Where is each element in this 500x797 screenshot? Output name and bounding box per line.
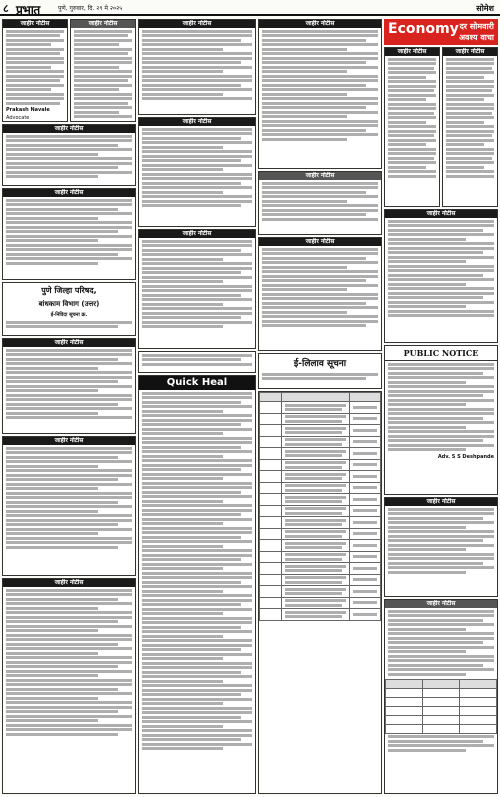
notice-title: जाहीर नोटीस bbox=[3, 189, 135, 197]
notice-block bbox=[258, 171, 382, 235]
notice-block bbox=[2, 578, 136, 794]
notice-block bbox=[2, 124, 136, 186]
property-table bbox=[385, 679, 497, 734]
notice-block bbox=[2, 338, 136, 434]
notice-block bbox=[138, 117, 256, 227]
notice-block bbox=[138, 351, 256, 373]
notice-title: जाहीर नोटीस bbox=[385, 600, 497, 608]
newspaper-logo: प्रभात bbox=[16, 3, 40, 17]
notice-block bbox=[70, 19, 136, 122]
notice-block bbox=[2, 436, 136, 576]
notice-title: जाहीर नोटीस bbox=[3, 20, 67, 28]
notice-block bbox=[384, 599, 498, 794]
tender-block bbox=[2, 282, 136, 336]
notice-title: जाहीर नोटीस bbox=[259, 172, 381, 180]
notice-block bbox=[384, 47, 440, 207]
notice-title: जाहीर नोटीस bbox=[385, 498, 497, 506]
auction-table-block bbox=[258, 391, 382, 794]
notice-block bbox=[384, 497, 498, 597]
lawyer-role: Advocate bbox=[6, 115, 30, 121]
lawyer-name: Prakash Navale bbox=[6, 107, 50, 113]
advocate-name: Adv. S S Deshpande bbox=[437, 453, 494, 460]
page-header bbox=[0, 0, 500, 16]
notice-block bbox=[442, 47, 498, 207]
notice-title: जाहीर नोटीस bbox=[3, 125, 135, 133]
notice-block bbox=[258, 237, 382, 351]
notice-title: जाहीर नोटीस bbox=[139, 118, 255, 126]
eauction-title: ई-लिलाव सूचना bbox=[293, 359, 347, 369]
tender-notice: ई-निविदा सूचना क्र. bbox=[50, 312, 88, 318]
quick-heal-notice bbox=[138, 375, 256, 794]
eauction-header bbox=[258, 353, 382, 389]
notice-block bbox=[258, 19, 382, 169]
section-title: सोमेश bbox=[476, 4, 494, 13]
economy-title: Economy bbox=[388, 21, 459, 37]
economy-banner bbox=[384, 19, 498, 45]
quick-heal-logo: Quick Heal bbox=[139, 376, 255, 390]
economy-tagline-2: अवश्य वाचा bbox=[458, 33, 494, 42]
notice-block bbox=[384, 209, 498, 343]
notice-title: जाहीर नोटीस bbox=[385, 48, 439, 56]
notice-title: जाहीर नोटीस bbox=[443, 48, 497, 56]
notice-title: जाहीर नोटीस bbox=[3, 579, 135, 587]
notice-title: जाहीर नोटीस bbox=[71, 20, 135, 28]
economy-tagline-1: दर सोमवारी bbox=[459, 22, 494, 31]
notice-block bbox=[138, 229, 256, 349]
public-notice-block bbox=[384, 345, 498, 495]
date-line: पुणे, गुरुवार, दि. २९ मे २०२५ bbox=[58, 5, 123, 12]
notice-block bbox=[2, 19, 68, 122]
public-notice-title: PUBLIC NOTICE bbox=[385, 346, 497, 361]
notice-title: जाहीर नोटीस bbox=[385, 210, 497, 218]
tender-subtitle: बांधकाम विभाग (उत्तर) bbox=[38, 300, 100, 308]
tender-title: पुणे जिल्हा परिषद, bbox=[41, 286, 97, 295]
notice-title: जाहीर नोटीस bbox=[259, 20, 381, 28]
notice-title: जाहीर नोटीस bbox=[3, 437, 135, 445]
auction-table bbox=[259, 392, 381, 621]
notice-block bbox=[138, 19, 256, 115]
notice-title: जाहीर नोटीस bbox=[3, 339, 135, 347]
notice-title: जाहीर नोटीस bbox=[139, 230, 255, 238]
page-number: ८ bbox=[3, 2, 9, 15]
notice-block bbox=[2, 188, 136, 280]
notice-title: जाहीर नोटीस bbox=[259, 238, 381, 246]
notice-title: जाहीर नोटीस bbox=[139, 20, 255, 28]
